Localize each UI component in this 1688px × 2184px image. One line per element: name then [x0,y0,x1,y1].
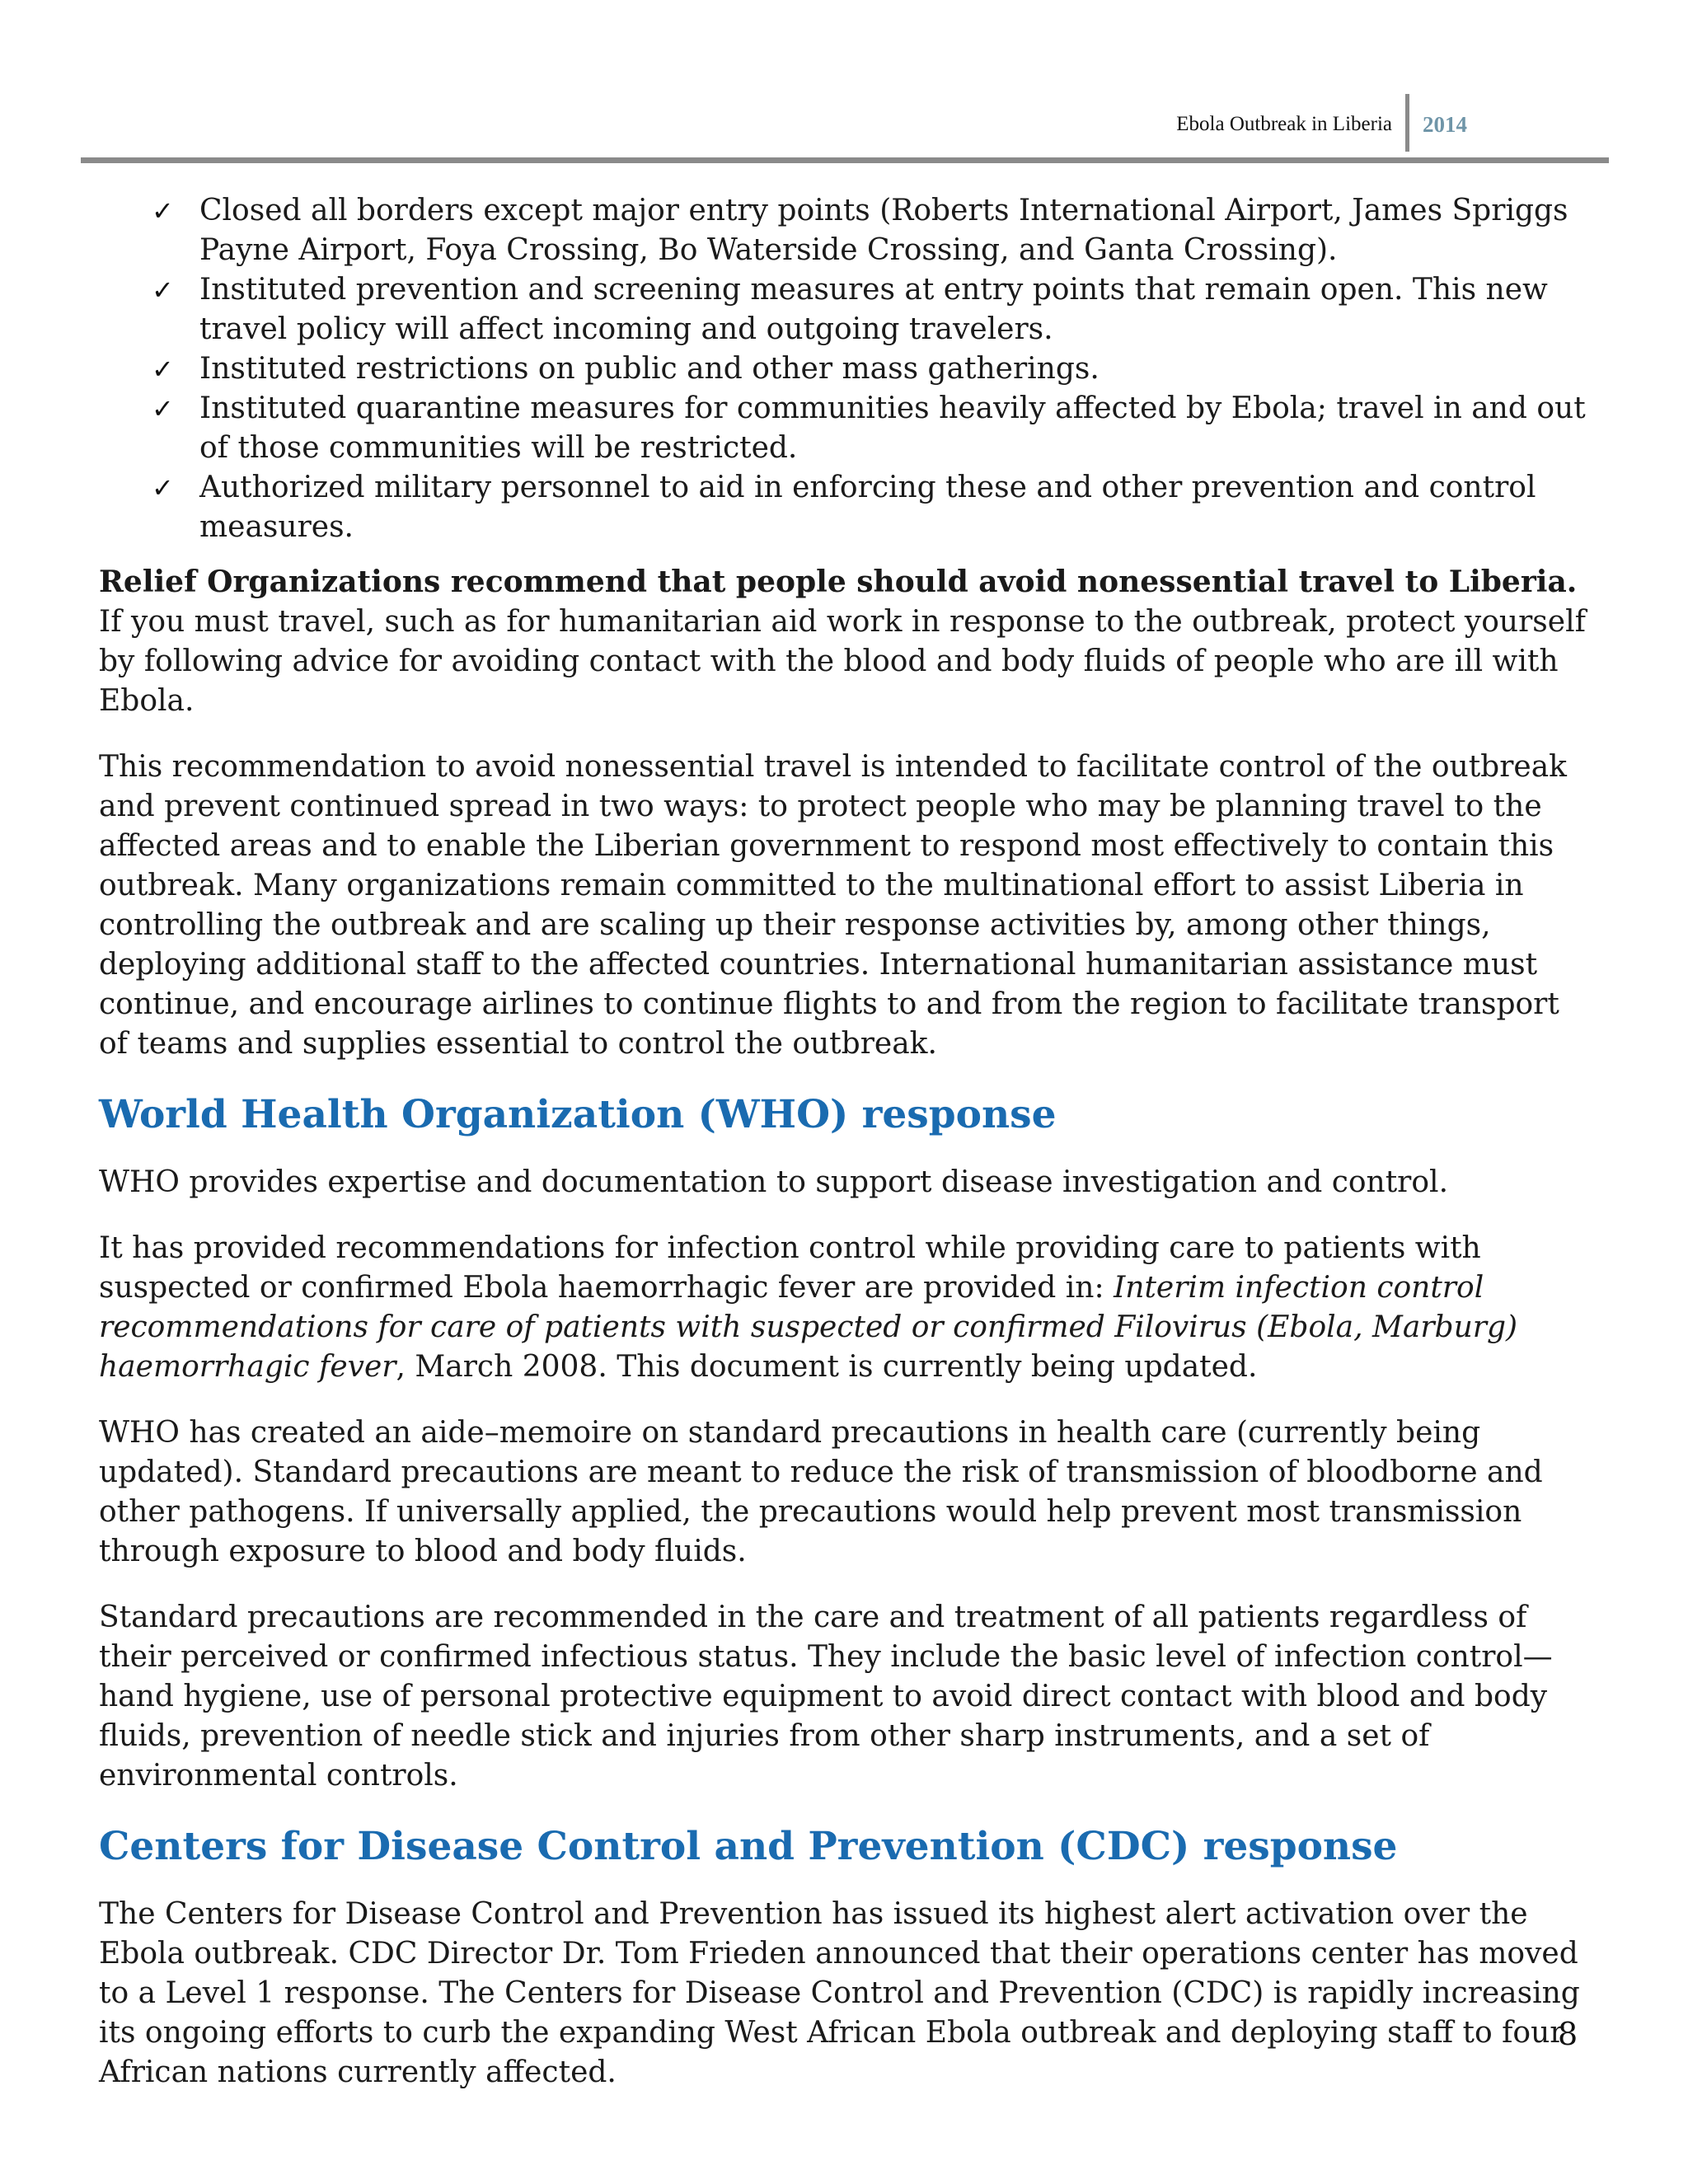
checklist-item-text: Instituted quarantine measures for communities heavily affected by Ebola; travel in and out of those communities will be restricted. [199,391,1586,465]
cdc-paragraph-1: The Centers for Disease Control and Prevention has issued its highest alert activation over the Ebola outbreak. CDC Director Dr. Tom Frieden announced that their operations center has moved to a Level 1 response. The Centers for Disease Control and Prevention (CDC) is rapidly increasing its ongoing efforts to curb the expanding West African Ebola outbreak and deploying staff to four African nations currently affected. [99,1897,1580,2089]
check-mark-icon: ✓ [152,195,174,227]
header-year: 2014 [1423,111,1467,137]
check-mark-icon: ✓ [152,393,174,424]
who-p2-document-title: Interim infection control recommendations for care of patients with suspected or confirmed Filovirus (Ebola, Marburg) haemorrhagic fever [99,1271,1518,1384]
who-p2-before: It has provided recommendations for infection control while providing care to patients with suspected or confirmed Ebola haemorrhagic fever are provided in: [99,1231,1481,1305]
checklist-item [99,270,1591,349]
header-title: Ebola Outbreak in Liberia [1176,113,1392,135]
recommendation-paragraph: This recommendation to avoid nonessential travel is intended to facilitate control of the outbreak and prevent continued spread in two ways: to protect people who may be planning travel to the affected areas and to enable the Liberian government to respond most effectively to contain this outbreak. Many organizations remain committed to the multinational effort to assist Liberia in controlling the outbreak and are scaling up their response activities by, among other things, deploying additional staff to the affected countries. International humanitarian assistance must continue, and encourage airlines to continue flights to and from the region to facilitate transport of teams and supplies essential to control the outbreak. [99,750,1567,1061]
header-rule [81,157,1609,163]
relief-rest: If you must travel, such as for humanitarian aid work in response to the outbreak, protect yourself by following advice for avoiding contact with the blood and body fluids of people who are ill with Ebola. [99,605,1586,718]
checklist [99,191,1591,547]
checklist-item [99,468,1591,547]
relief-paragraph [99,562,1591,721]
who-paragraph-2 [99,1229,1591,1387]
checklist-item-text: Authorized military personnel to aid in enforcing these and other prevention and control measures. [199,471,1536,544]
checklist-item [99,349,1591,389]
checklist-item-text: Instituted restrictions on public and other mass gatherings. [199,352,1100,386]
relief-bold-lead: Relief Organizations recommend that people should avoid nonessential travel to Liberia. [99,565,1578,599]
page-content [99,191,1591,2119]
who-paragraph-1: WHO provides expertise and documentation to support disease investigation and control. [99,1165,1449,1199]
check-mark-icon: ✓ [152,354,174,385]
who-p2-after: , March 2008. This document is currently being updated. [396,1350,1258,1384]
checklist-item [99,389,1591,468]
check-mark-icon: ✓ [152,472,174,504]
page-number: 8 [1558,2016,1578,2052]
cdc-heading: Centers for Disease Control and Prevention (CDC) response [99,1824,1398,1869]
checklist-item [99,191,1591,270]
who-paragraph-3: WHO has created an aide–memoire on standard precautions in health care (currently being updated). Standard precautions are meant to reduce the risk of transmission of bloodborne and other pathogens. If universally applied, the precautions would help prevent most transmission through exposure to blood and body fluids. [99,1416,1543,1568]
checklist-item-text: Closed all borders except major entry points (Roberts International Airport, James Spriggs Payne Airport, Foya Crossing, Bo Waterside Crossing, and Ganta Crossing). [199,194,1568,267]
checklist-item-text: Instituted prevention and screening measures at entry points that remain open. This new travel policy will affect incoming and outgoing travelers. [199,273,1548,346]
who-paragraph-4: Standard precautions are recommended in the care and treatment of all patients regardless of their perceived or confirmed infectious status. They include the basic level of infection control—hand hygiene, use of personal protective equipment to avoid direct contact with blood and body fluids, prevention of needle stick and injuries from other sharp instruments, and a set of environmental controls. [99,1601,1553,1793]
who-heading: World Health Organization (WHO) response [99,1092,1057,1137]
check-mark-icon: ✓ [152,274,174,306]
page-header [0,97,1467,152]
